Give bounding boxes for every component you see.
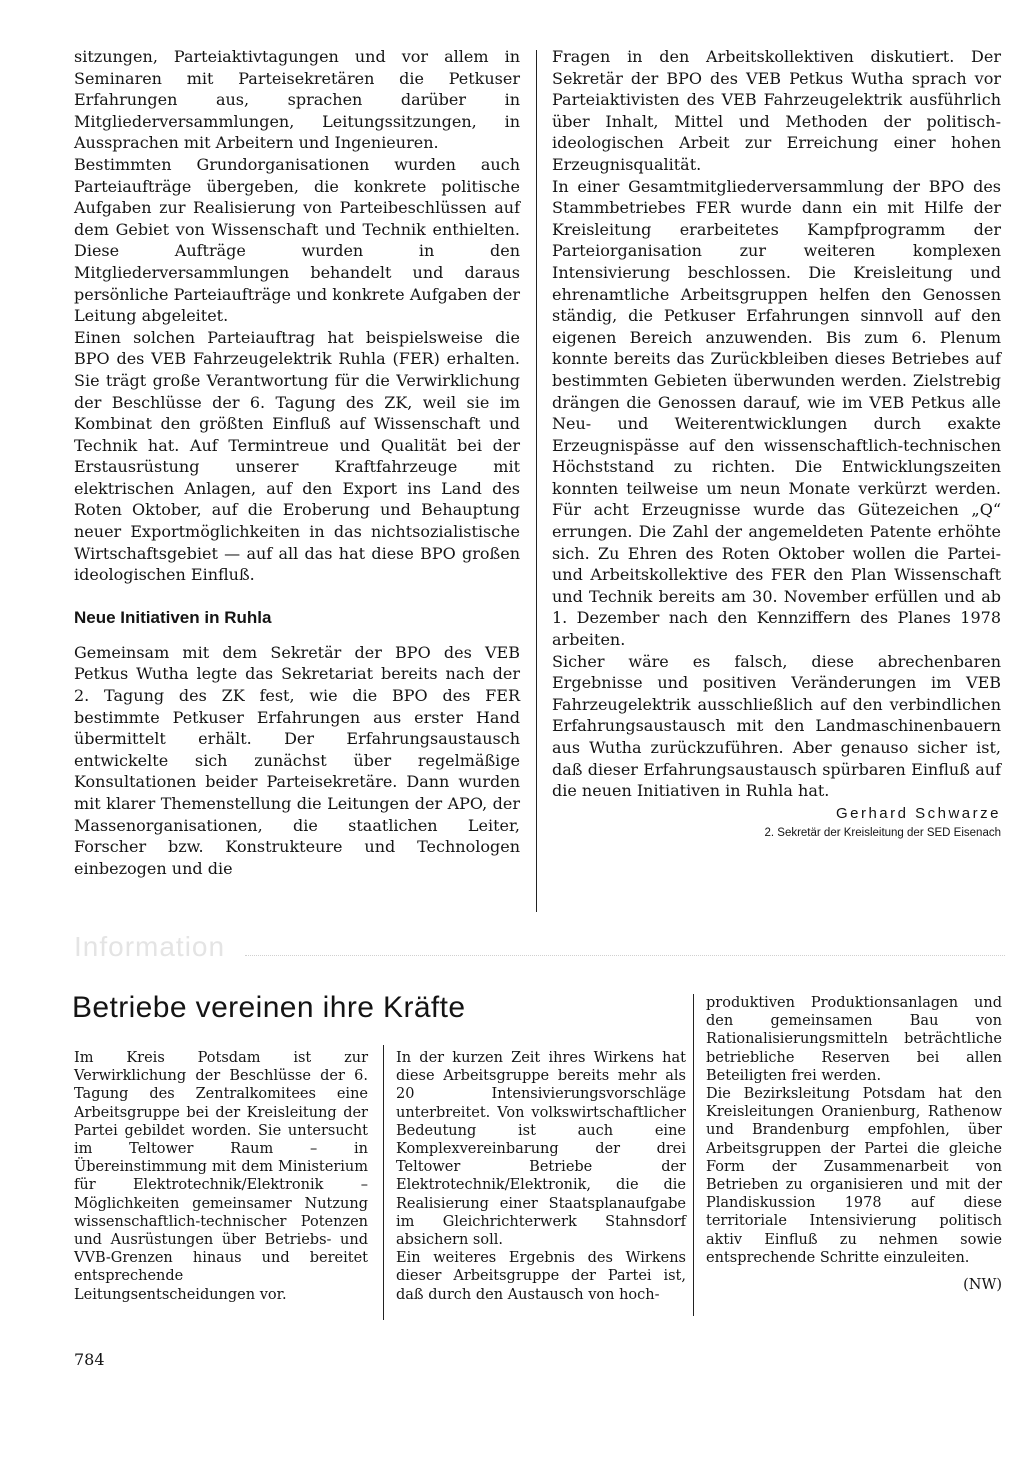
paragraph: Sicher wäre es falsch, diese abrechenbaren Ergebnisse und positiven Veränderungen im VEB Fahrzeugelektrik ausschließlich auf den verbindlichen Erfahrungsaustausch mit den Landmaschinenbauern aus Wutha zurückzuführen. Aber genauso sicher ist, daß dieser Erfahrungsaustausch spürbaren Einfluß auf die neuen Initiativen in Ruhla hat. <box>552 651 1001 801</box>
bottom-article-column-2 <box>396 1049 686 1304</box>
paragraph: Einen solchen Parteiauftrag hat beispielsweise die BPO des VEB Fahrzeugelektrik Ruhla (FER) erhalten. Sie trägt große Verantwortung für die Verwirklichung der Beschlüsse der 6. Tagung des ZK, weil sie im Kombinat den größten Einfluß auf Wissenschaft und Technik hat. Auf Termintreue und Qualität bei der Erstausrüstung unserer Kraftfahrzeuge mit elektrischen Anlagen, auf den Export ins Land des Roten Oktober, auf die Eroberung und Behauptung neuer Exportmöglichkeiten in das nichtsozialistische Wirtschaftsgebiet — auf all das hat diese BPO großen ideologischen Einfluß. <box>74 327 520 585</box>
section-rule <box>245 955 1005 956</box>
paragraph: Im Kreis Potsdam ist zur Verwirklichung der Beschlüsse der 6. Tagung des Zentralkomitees eine Arbeitsgruppe bei der Kreisleitung der Partei gebildet worden. Sie untersucht im Teltower Raum – in Übereinstimmung mit dem Ministerium für Elektrotechnik/Elektronik – Möglichkeiten gemeinsamer Nutzung wissenschaftlich-technischer Potenzen und Ausrüstungen über Betriebs- und VVB-Grenzen hinaus und bereitet entsprechende Leitungsentscheidungen vor. <box>74 1050 368 1303</box>
source-mark: (NW) <box>963 1277 1002 1294</box>
author-role: 2. Sekretär der Kreisleitung der SED Eisenach <box>764 826 1001 839</box>
section-heading: Neue Initiativen in Ruhla <box>74 607 272 627</box>
bottom-article-column-3 <box>706 994 1002 1294</box>
paragraph: In einer Gesamtmitgliederversammlung der BPO des Stammbetriebes FER wurde dann ein mit Hilfe der Kreisleitung erarbeitetes Kampfprogramm der Parteiorganisation zur weiteren komplexen Intensivierung beschlossen. Die Kreisleitung und ehrenamtliche Arbeitsgruppen helfen den Genossen ständig, die Petkuser Erfahrungen sinnvoll auf den eigenen Bereich anzuwenden. Bis zum 6. Plenum konnte bereits das Zurückbleiben dieses Betriebes auf bestimmten Gebieten überwunden werden. Zielstrebig drängen die Genossen darauf, wie im VEB Petkus alle Neu- und Weiterentwicklungen durch exakte Erzeugnispässe auf den wissenschaftlich-technischen Höchststand zu richten. Die Entwicklungszeiten konnten teilweise um neun Monate verkürzt werden. Für acht Erzeugnisse wurde das Gütezeichen „Q“ errungen. Die Zahl der angemeldeten Patente erhöhte sich. Zu Ehren des Roten Oktober wollen die Partei- und Arbeitskollektive des FER den Plan Wissenschaft und Technik bereits am 30. November erfüllen und ab 1. Dezember nach den Kennziffern des Planes 1978 arbeiten. <box>552 176 1001 650</box>
top-article-column-left <box>74 46 520 879</box>
column-divider <box>693 994 694 1316</box>
paragraph: produktiven Produktionsanlagen und den gemeinsamen Bau von Rationalisierungsmitteln beträchtliche betriebliche Reserven bei allen Beteiligten frei werden. <box>706 995 1002 1084</box>
article-title: Betriebe vereinen ihre Kräfte <box>72 991 466 1024</box>
paragraph: Bestimmten Grundorganisationen wurden auch Parteiaufträge übergeben, die konkrete politische Aufgaben zur Realisierung von Parteibeschlüssen auf dem Gebiet von Wissenschaft und Technik enthielten. Diese Aufträge wurden in den Mitgliederversammlungen behandelt und daraus persönliche Parteiaufträge und konkrete Aufgaben der Leitung abgeleitet. <box>74 154 520 326</box>
information-section-label: Information <box>74 931 226 962</box>
paragraph: Die Bezirksleitung Potsdam hat den Kreisleitungen Oranienburg, Rathenow und Brandenburg empfohlen, über Arbeitsgruppen der Partei die gleiche Form der Zusammenarbeit von Betrieben zu organisieren und mit der Plandiskussion 1978 auf diese territoriale Intensivierung politisch aktiv Einfluß zu nehmen sowie entsprechende Schritte einzuleiten. <box>706 1086 1002 1266</box>
bottom-article-column-1 <box>74 1049 368 1304</box>
paragraph: Ein weiteres Ergebnis des Wirkens dieser Arbeitsgruppe der Partei ist, daß durch den Austausch von hoch- <box>396 1250 686 1303</box>
column-divider <box>536 50 537 912</box>
paragraph: In der kurzen Zeit ihres Wirkens hat diese Arbeitsgruppe bereits mehr als 20 Intensivierungsvorschläge unterbreitet. Von volkswirtschaftlicher Bedeutung ist auch eine Komplexvereinbarung der drei Teltower Betriebe der Elektrotechnik/Elektronik, die die Realisierung einer Staatsplanaufgabe im Gleichrichterwerk Stahnsdorf absichern soll. <box>396 1050 686 1249</box>
paragraph: Fragen in den Arbeitskollektiven diskutiert. Der Sekretär der BPO des VEB Petkus Wutha sprach vor Parteiaktivisten des VEB Fahrzeugelektrik ausführlich über Inhalt, Mittel und Methoden der politisch-ideologischen Arbeit zur Erreichung einer hohen Erzeugnisqualität. <box>552 47 1001 174</box>
column-divider <box>383 1045 384 1320</box>
paragraph: sitzungen, Parteiaktivtagungen und vor allem in Seminaren mit Parteisekretären die Petkuser Erfahrungen aus, sprachen darüber in Mitgliederversammlungen, Leitungssitzungen, in Aussprachen mit Arbeitern und Ingenieuren. <box>74 47 520 153</box>
page-number: 784 <box>74 1350 105 1369</box>
author-signature <box>552 804 1001 841</box>
top-article-column-right <box>552 46 1001 841</box>
paragraph: Gemeinsam mit dem Sekretär der BPO des VEB Petkus Wutha legte das Sekretariat bereits nach der 2. Tagung des ZK fest, wie die BPO des FER bestimmte Petkuser Erfahrungen aus erster Hand übermittelt erhält. Der Erfahrungsaustausch entwickelte sich zunächst über regelmäßige Konsultationen beider Parteisekretäre. Dann wurden mit klarer Themenstellung die Leitungen der APO, der Massenorganisationen, die staatlichen Leiter, Forscher bzw. Konstrukteure und Technologen einbezogen und die <box>74 642 520 878</box>
author-name: Gerhard Schwarze <box>835 804 1001 822</box>
